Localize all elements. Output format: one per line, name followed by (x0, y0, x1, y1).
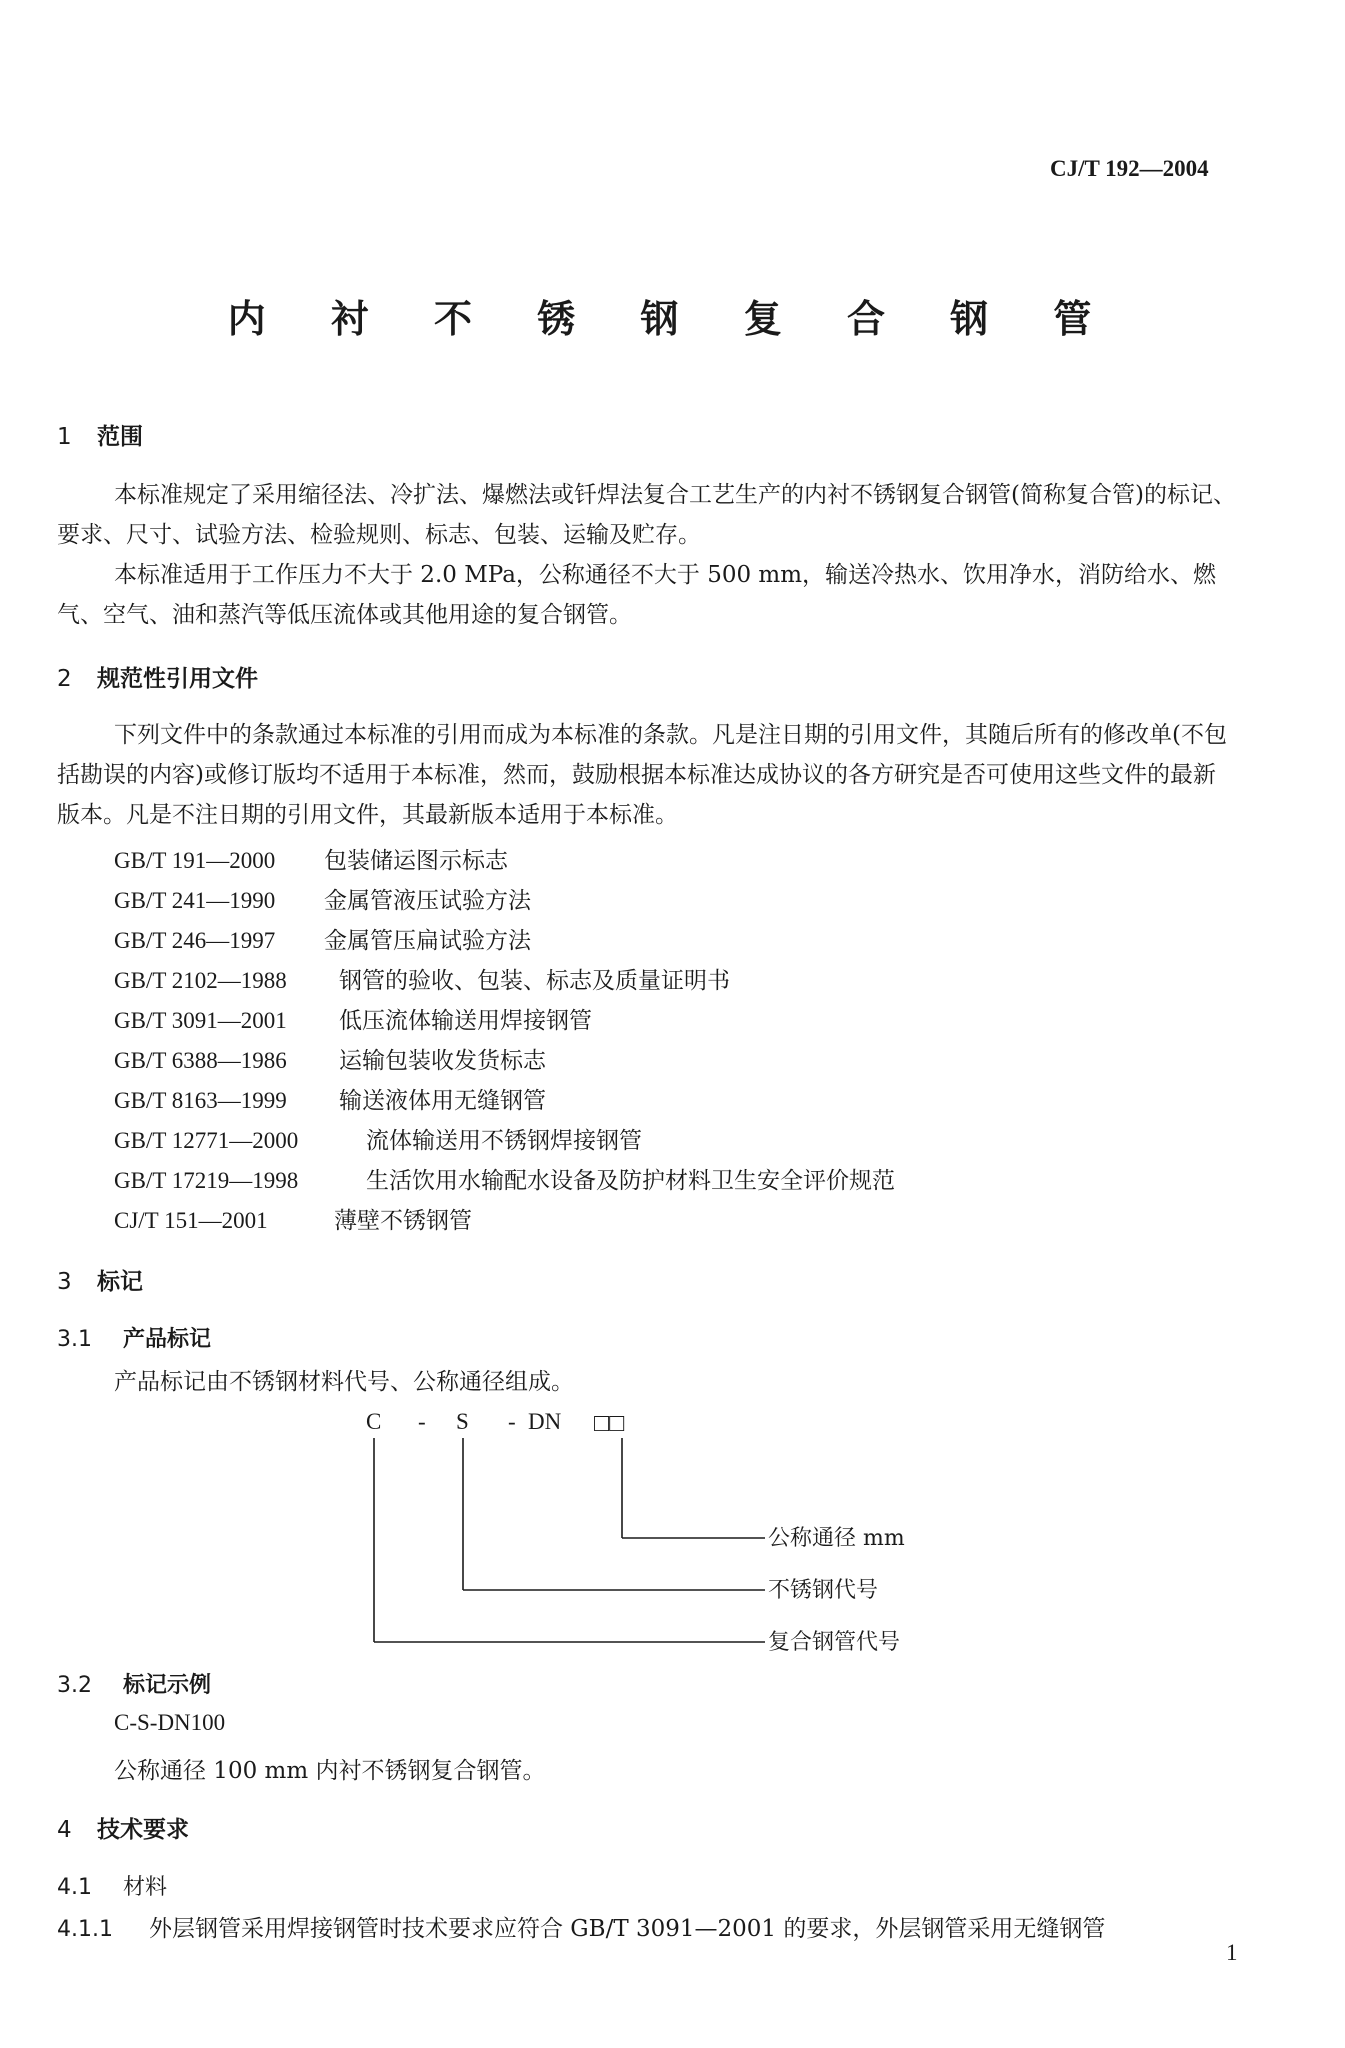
reference-title: 金属管压扁试验方法 (324, 928, 531, 954)
reference-item (114, 882, 531, 915)
section-title: 技术要求 (97, 1817, 189, 1843)
reference-code: GB/T 2102—1988 (114, 968, 287, 993)
subsection-number: 4.1 (57, 1875, 92, 1900)
product-marking-diagram (360, 1400, 960, 1674)
reference-item (114, 922, 531, 955)
reference-code: GB/T 8163—1999 (114, 1088, 287, 1113)
section-title: 范围 (97, 424, 143, 450)
reference-item (114, 1042, 546, 1075)
marking-example-description: 公称通径 100 mm 内衬不锈钢复合钢管。 (114, 1758, 546, 1784)
section-title: 规范性引用文件 (97, 666, 258, 692)
code-dash-2: - (508, 1409, 516, 1434)
reference-title: 包装储运图示标志 (324, 848, 508, 874)
clause-number: 4.1.1 (57, 1917, 113, 1942)
code-dn: DN (528, 1409, 562, 1434)
subsection-title: 材料 (123, 1875, 168, 1900)
reference-title: 低压流体输送用焊接钢管 (339, 1008, 592, 1034)
reference-item (114, 962, 730, 995)
subsection-3-2-heading (57, 1668, 211, 1699)
subsection-4-1-heading (57, 1870, 167, 1901)
reference-code: GB/T 191—2000 (114, 848, 276, 873)
section-1-paragraph-1: 本标准规定了采用缩径法、冷扩法、爆燃法或钎焊法复合工艺生产的内衬不锈钢复合钢管(简称复合管)的标记、要求、尺寸、试验方法、检验规则、标志、包装、运输及贮存。 (57, 482, 1236, 548)
reference-code: GB/T 246—1997 (114, 928, 276, 953)
reference-item (114, 1162, 895, 1195)
section-1-paragraph-2: 本标准适用于工作压力不大于 2.0 MPa，公称通径不大于 500 mm，输送冷热水、饮用净水，消防给水、燃气、空气、油和蒸汽等低压流体或其他用途的复合钢管。 (57, 562, 1217, 628)
section-title: 标记 (97, 1269, 143, 1295)
label-nominal-diameter: 公称通径 mm (768, 1526, 905, 1551)
subsection-3-1-text: 产品标记由不锈钢材料代号、公称通径组成。 (114, 1369, 574, 1395)
standard-code: CJ/T 192—2004 (1050, 156, 1209, 181)
reference-item (114, 1002, 592, 1035)
reference-code: GB/T 17219—1998 (114, 1168, 299, 1193)
reference-item (114, 1202, 472, 1235)
section-number: 4 (57, 1817, 72, 1843)
section-1-heading (57, 418, 143, 451)
clause-4-1-1 (57, 1910, 1105, 1943)
reference-code: GB/T 3091—2001 (114, 1008, 287, 1033)
subsection-3-1-heading (57, 1322, 211, 1353)
clause-text: 外层钢管采用焊接钢管时技术要求应符合 GB/T 3091—2001 的要求，外层钢管采用无缝钢管 (149, 1916, 1106, 1942)
reference-item (114, 1082, 546, 1115)
marking-diagram-svg (360, 1400, 960, 1670)
code-c: C (366, 1409, 382, 1434)
reference-title: 金属管液压试验方法 (324, 888, 531, 914)
reference-title: 薄壁不锈钢管 (334, 1208, 472, 1234)
page-number: 1 (1226, 1940, 1238, 1965)
marking-example: C-S-DN100 (114, 1710, 226, 1735)
reference-item (114, 1122, 642, 1155)
code-placeholder-boxes: □□ (594, 1410, 625, 1437)
section-2-intro: 下列文件中的条款通过本标准的引用而成为本标准的条款。凡是注日期的引用文件，其随后所有的修改单(不包括勘误的内容)或修订版均不适用于本标准，然而，鼓励根据本标准达成协议的各方研究是否可使用这些文件的最新版本。凡是不注日期的引用文件，其最新版本适用于本标准。 (57, 722, 1227, 828)
reference-title: 输送液体用无缝钢管 (339, 1088, 546, 1114)
reference-item (114, 842, 508, 875)
code-s: S (456, 1409, 469, 1434)
reference-title: 运输包装收发货标志 (339, 1048, 546, 1074)
reference-code: GB/T 241—1990 (114, 888, 276, 913)
section-number: 2 (57, 666, 72, 692)
subsection-title: 产品标记 (123, 1327, 212, 1352)
reference-title: 钢管的验收、包装、标志及质量证明书 (339, 968, 730, 994)
reference-code: CJ/T 151—2001 (114, 1208, 268, 1233)
reference-code: GB/T 12771—2000 (114, 1128, 299, 1153)
label-composite-pipe-code: 复合钢管代号 (768, 1630, 901, 1655)
reference-title: 流体输送用不锈钢焊接钢管 (366, 1128, 642, 1154)
subsection-number: 3.1 (57, 1327, 92, 1352)
section-4-heading (57, 1811, 189, 1844)
reference-title: 生活饮用水输配水设备及防护材料卫生安全评价规范 (366, 1168, 895, 1194)
subsection-number: 3.2 (57, 1673, 92, 1698)
reference-code: GB/T 6388—1986 (114, 1048, 287, 1073)
section-3-heading (57, 1263, 143, 1296)
document-title: 内 衬 不 锈 钢 复 合 钢 管 (227, 297, 1118, 341)
section-number: 3 (57, 1269, 72, 1295)
section-2-heading (57, 660, 258, 693)
section-number: 1 (57, 424, 72, 450)
label-stainless-code: 不锈钢代号 (768, 1578, 879, 1603)
subsection-title: 标记示例 (123, 1673, 212, 1698)
code-dash-1: - (418, 1409, 426, 1434)
